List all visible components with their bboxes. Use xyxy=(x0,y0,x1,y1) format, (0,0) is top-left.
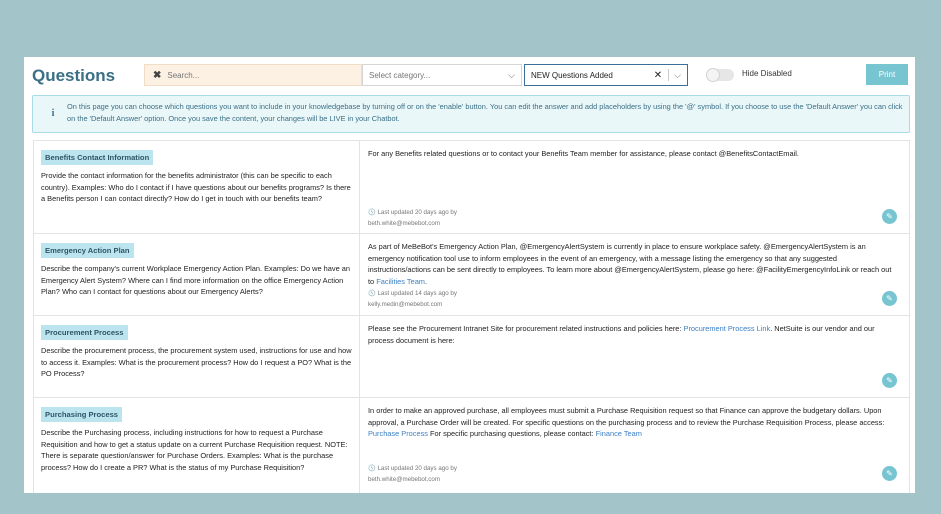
filter-select[interactable] xyxy=(524,64,688,86)
question-cell xyxy=(33,234,360,315)
author-email: beth.white@mebebot.com xyxy=(368,220,440,227)
answer-text[interactable]: For any Benefits related questions or to contact your Benefits Team member for assistance, please contact @BenefitsContactEmail. xyxy=(368,149,799,158)
answer-cell xyxy=(360,141,910,233)
search-box[interactable] xyxy=(144,64,362,86)
last-updated: 🕓 Last updated 20 days ago by beth.white@mebebot.com xyxy=(368,209,457,227)
author-email: beth.white@mebebot.com xyxy=(368,476,440,483)
question-description: Describe the Purchasing process, including instructions for how to request a Purchase Requisition and how to get a status update on a current Purchase Requisition request. NOTE: There is separate question/answer for Purchase Orders. Examples: What is the purchase process? How do I create a PR? What is the status of my Purchase Requisition? xyxy=(41,428,348,472)
question-tag[interactable]: Benefits Contact Information xyxy=(41,150,153,165)
question-description: Provide the contact information for the benefits administrator (this can be specific to each country). Examples: Who do I contact if I have questions about our benefits programs? Is there a Benefits person I can contact directly? How do I get in touch with our benefits team? xyxy=(41,171,351,203)
question-tag[interactable]: Emergency Action Plan xyxy=(41,243,134,258)
filter-select-value: NEW Questions Added xyxy=(531,70,613,80)
toggle-knob[interactable] xyxy=(706,68,720,82)
hide-disabled-label: Hide Disabled xyxy=(742,69,792,78)
question-row xyxy=(33,233,910,315)
hide-disabled-toggle[interactable] xyxy=(706,69,734,81)
edit-icon[interactable]: ✎ xyxy=(882,209,897,224)
category-select-value: Select category... xyxy=(369,70,431,80)
category-select[interactable] xyxy=(362,64,522,86)
last-updated: 🕓 Last updated 14 days ago by kelly.medin@mebebot.com xyxy=(368,290,457,308)
select-separator xyxy=(668,69,669,81)
author-email: kelly.medin@mebebot.com xyxy=(368,301,443,308)
info-icon: i xyxy=(51,108,55,119)
answer-cell xyxy=(360,398,910,493)
edit-icon[interactable]: ✎ xyxy=(882,373,897,388)
info-banner xyxy=(32,95,910,133)
procurement-process-link[interactable]: Procurement Process Link xyxy=(683,324,771,333)
answer-text[interactable]: In order to make an approved purchase, all employees must submit a Purchase Requisition request so that Finance can approve the budgetary dollars. Upon approval, a Purchase Order will be created. For specific questions on the purchasing process and to review the Purchase Requisition Process, please access: Purchase Process For specific purchasing questions, please contact: Finance Team xyxy=(368,406,885,438)
question-cell xyxy=(33,141,360,233)
purchase-process-link[interactable]: Purchase Process xyxy=(368,429,428,438)
edit-icon[interactable]: ✎ xyxy=(882,291,897,306)
answer-text[interactable]: As part of MeBeBot's Emergency Action Plan, @EmergencyAlertSystem is currently in place to ensure workplace safety. @EmergencyAlertSystem is an emergency notification tool use to inform employees in the event of an emergency, with a message listing the emergency so that any suggested instructions/actions can be sent directly to employees. To learn more about @EmergencyAlertSystem, please go here: @FacilityEmergencyInfoLink or reach out to Facilities Team. xyxy=(368,242,892,286)
last-updated: 🕓 Last updated 20 days ago by beth.white@mebebot.com xyxy=(368,465,457,483)
clock-icon: 🕓 xyxy=(368,465,376,472)
edit-icon[interactable]: ✎ xyxy=(882,466,897,481)
chevron-down-icon[interactable]: ⌵ xyxy=(508,69,515,80)
questions-panel xyxy=(24,57,915,493)
info-text: On this page you can choose which questions you want to include in your knowledgebase by turning off or on the 'enable' button. You can edit the answer and add placeholders by using the '@' symbol. If you choose to use the 'Default Answer' you can click on the 'Default Answer' option. Once you save the content, your changes will be LIVE in your Chatbot. xyxy=(67,102,903,123)
chevron-down-icon[interactable]: ⌵ xyxy=(674,69,681,80)
question-cell xyxy=(33,398,360,493)
question-row xyxy=(33,397,910,493)
answer-text[interactable]: Please see the Procurement Intranet Site for procurement related instructions and policies here: Procurement Process Link. NetSuite is our vendor and our process document is here: xyxy=(368,324,875,345)
search-input[interactable] xyxy=(167,71,347,80)
header-bar xyxy=(24,57,915,93)
answer-cell xyxy=(360,234,910,315)
clear-search-icon[interactable]: ✖ xyxy=(153,69,162,81)
print-button[interactable]: Print xyxy=(866,64,908,85)
facilities-team-link[interactable]: Facilities Team xyxy=(376,276,425,286)
page-title: Questions xyxy=(32,66,116,85)
question-tag[interactable]: Procurement Process xyxy=(41,325,128,340)
question-cell xyxy=(33,316,360,397)
finance-team-link[interactable]: Finance Team xyxy=(595,429,642,438)
clear-filter-icon[interactable]: ✕ xyxy=(653,69,663,81)
clock-icon: 🕓 xyxy=(368,290,376,297)
question-row xyxy=(33,140,910,233)
question-description: Describe the procurement process, the procurement system used, instructions for use and how to access it. Examples: What is the procurement process? How do I request a PO? What is the PO Process? xyxy=(41,346,352,378)
question-description: Describe the company's current Workplace Emergency Action Plan. Examples: Do we have an Emergency Alert System? Where can I find more information on the office Emergency Action Plan? Who can I contact for questions about our Emergency Alerts? xyxy=(41,264,350,296)
question-tag[interactable]: Purchasing Process xyxy=(41,407,122,422)
clock-icon: 🕓 xyxy=(368,209,376,216)
question-row xyxy=(33,315,910,397)
answer-cell xyxy=(360,316,910,397)
